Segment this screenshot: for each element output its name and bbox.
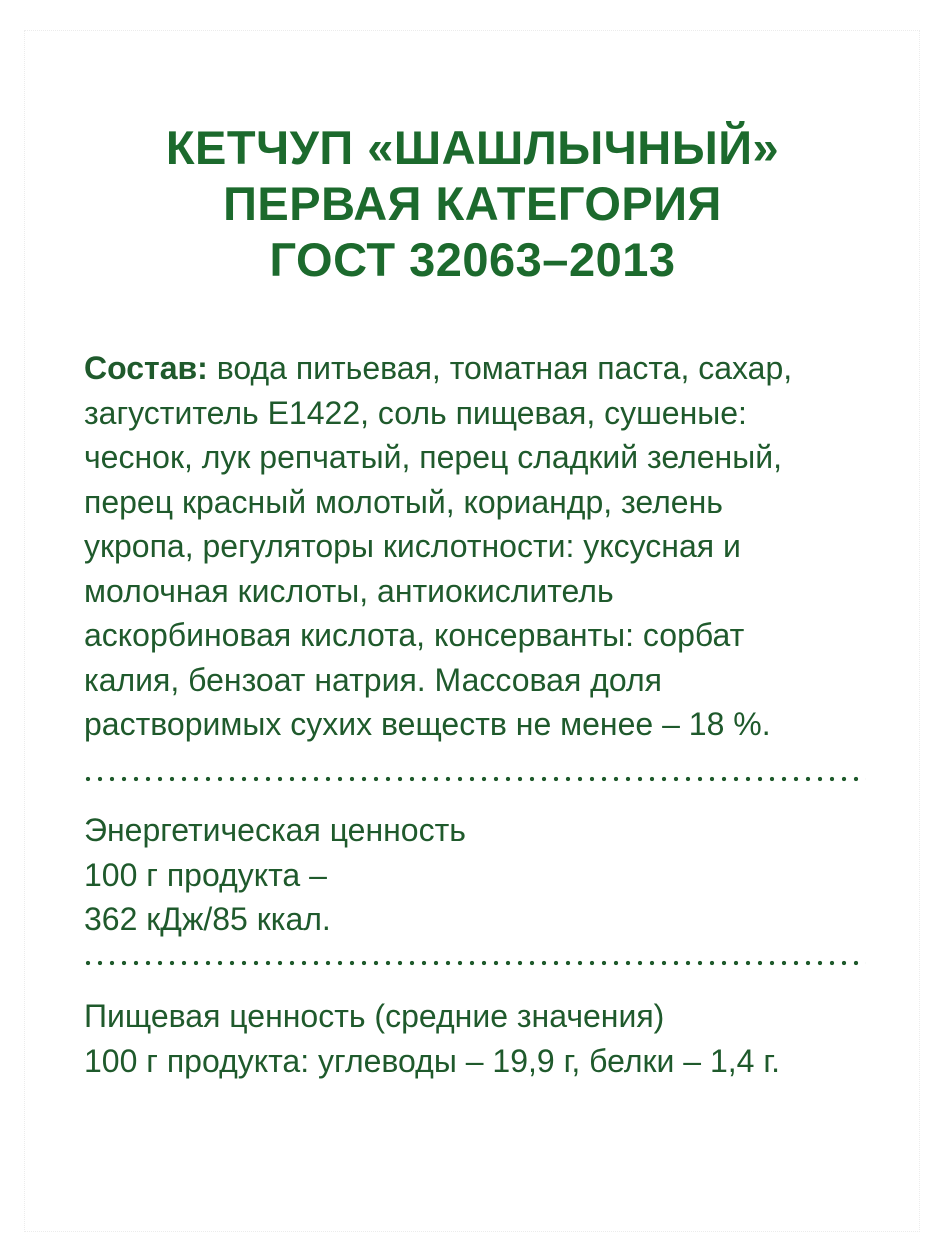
- composition-line: молочная кислоты, антиокислитель: [84, 572, 614, 609]
- composition-line: калия, бензоат натрия. Массовая доля: [84, 661, 662, 698]
- product-standard: ГОСТ 32063–2013: [269, 233, 676, 286]
- dotted-divider: [82, 960, 866, 966]
- composition-line: растворимых сухих веществ не менее – 18 %.: [84, 706, 771, 742]
- composition-line: загуститель Е1422, соль пищевая, сушеные:: [84, 394, 747, 431]
- dotted-divider: [82, 776, 866, 782]
- energy-value-block: [84, 808, 864, 942]
- composition-line: перец красный молотый, кориандр, зелень: [84, 483, 723, 520]
- nutrition-line: 100 г продукта: углеводы – 19,9 г, белки – 1,4 г.: [84, 1042, 780, 1079]
- energy-line: 100 г продукта –: [84, 856, 327, 893]
- product-name: КЕТЧУП «ШАШЛЫЧНЫЙ»: [165, 121, 780, 174]
- composition-line: укропа, регуляторы кислотности: уксусная и: [84, 528, 741, 564]
- composition-text: вода питьевая, томатная паста, сахар,: [207, 350, 793, 386]
- energy-line: 362 кДж/85 ккал.: [84, 901, 331, 937]
- product-category: ПЕРВАЯ КАТЕГОРИЯ: [223, 177, 722, 230]
- nutrition-value-block: [84, 994, 884, 1083]
- composition-line: чеснок, лук репчатый, перец сладкий зеленый,: [84, 439, 782, 475]
- product-title: [0, 120, 945, 288]
- composition-block: [84, 346, 874, 747]
- composition-label: Состав:: [84, 350, 208, 386]
- energy-line: Энергетическая ценность: [84, 812, 466, 848]
- composition-line: [84, 346, 874, 391]
- nutrition-line: Пищевая ценность (средние значения): [84, 998, 665, 1034]
- composition-line: аскорбиновая кислота, консерванты: сорбат: [84, 617, 745, 653]
